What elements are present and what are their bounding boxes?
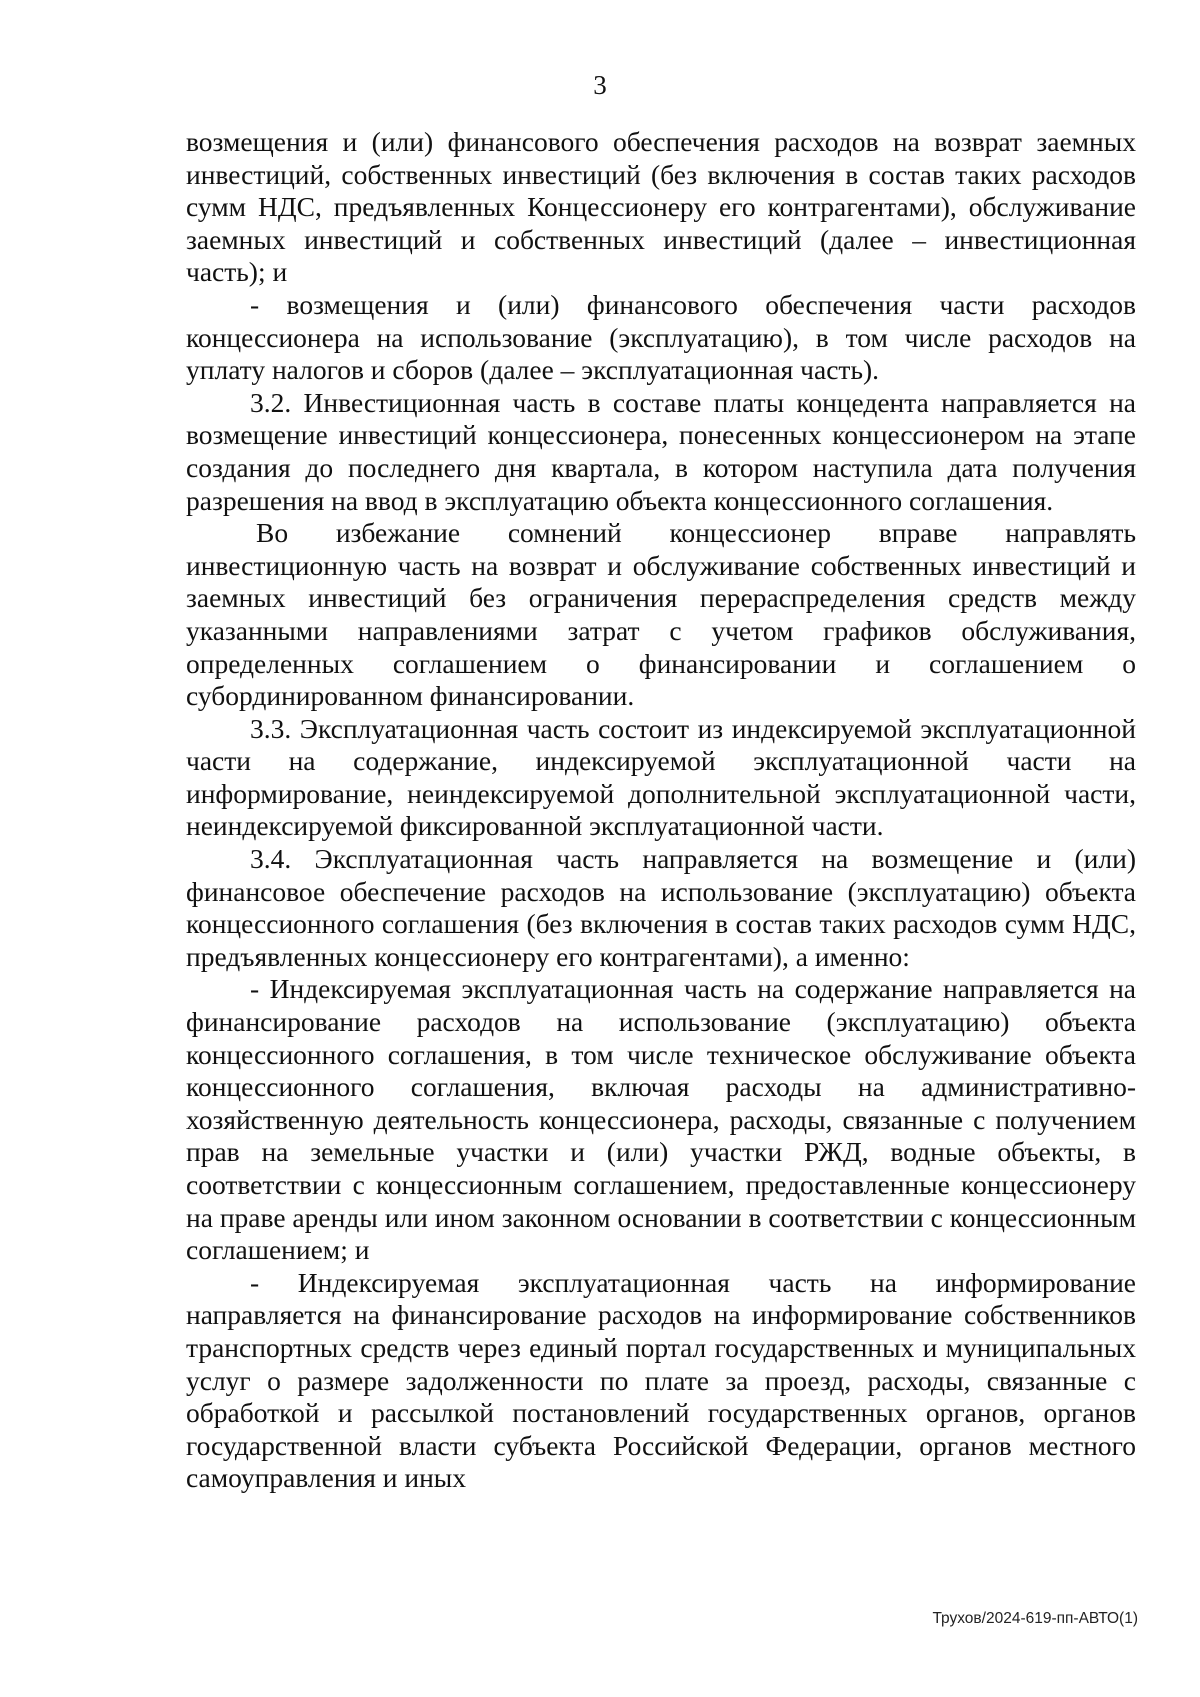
paragraph-investment-continuation: возмещения и (или) финансового обеспечения расходов на возврат заемных инвестиций, собственных инвестиций (без включения в состав таких расходов сумм НДС, предъявленных Концессионеру его контрагентами), обслуживание заемных инвестиций и собственных инвестиций (далее – инвестиционная часть); и	[186, 126, 1136, 288]
paragraph-clause-3-4: 3.4. Эксплуатационная часть направляется на возмещение и (или) финансовое обеспечение расходов на использование (эксплуатацию) объекта концессионного соглашения (без включения в состав таких расходов сумм НДС, предъявленных концессионеру его контрагентами), а именно:	[186, 843, 1136, 972]
paragraph-operational-part-definition: - возмещения и (или) финансового обеспечения части расходов концессионера на использование (эксплуатацию), в том числе расходов на уплату налогов и сборов (далее – эксплуатационная часть).	[186, 288, 1136, 386]
document-reference: Трухов/2024-619-пп-АВТО(1)	[932, 1610, 1138, 1627]
paragraph-information-part: - Индексируемая эксплуатационная часть на информирование направляется на финансирование расходов на информирование собственников транспортных средств через единый портал государственных и муниципальных услуг о размере задолженности по плате за проезд, расходы, связанные с обработкой и рассылкой постановлений государственных органов, органов государственной власти субъекта Российской Федерации, органов местного самоуправления и иных	[186, 1266, 1136, 1494]
page-number: 3	[593, 70, 607, 100]
paragraph-maintenance-part: - Индексируемая эксплуатационная часть на содержание направляется на финансирование расходов на использование (эксплуатацию) объекта концессионного соглашения, в том числе техническое обслуживание объекта концессионного соглашения, включая расходы на административно-хозяйственную деятельность концессионера, расходы, связанные с получением прав на земельные участки и (или) участки РЖД, водные объекты, в соответствии с концессионным соглашением, предоставленные концессионеру на праве аренды или ином законном основании в соответствии с концессионным соглашением; и	[186, 973, 1136, 1266]
document-body	[186, 126, 1136, 1495]
paragraph-avoidance-of-doubt: Во избежание сомнений концессионер вправе направлять инвестиционную часть на возврат и обслуживание собственных инвестиций и заемных инвестиций без ограничения перераспределения средств между указанными направлениями затрат с учетом графиков обслуживания, определенных соглашением о финансировании и соглашением о субординированном финансировании.	[186, 517, 1136, 712]
paragraph-clause-3-3: 3.3. Эксплуатационная часть состоит из индексируемой эксплуатационной части на содержание, индексируемой эксплуатационной части на информирование, неиндексируемой дополнительной эксплуатационной части, неиндексируемой фиксированной эксплуатационной части.	[186, 712, 1136, 842]
paragraph-clause-3-2: 3.2. Инвестиционная часть в составе платы концедента направляется на возмещение инвестиций концессионера, понесенных концессионером на этапе создания до последнего дня квартала, в котором наступила дата получения разрешения на ввод в эксплуатацию объекта концессионного соглашения.	[186, 386, 1136, 516]
